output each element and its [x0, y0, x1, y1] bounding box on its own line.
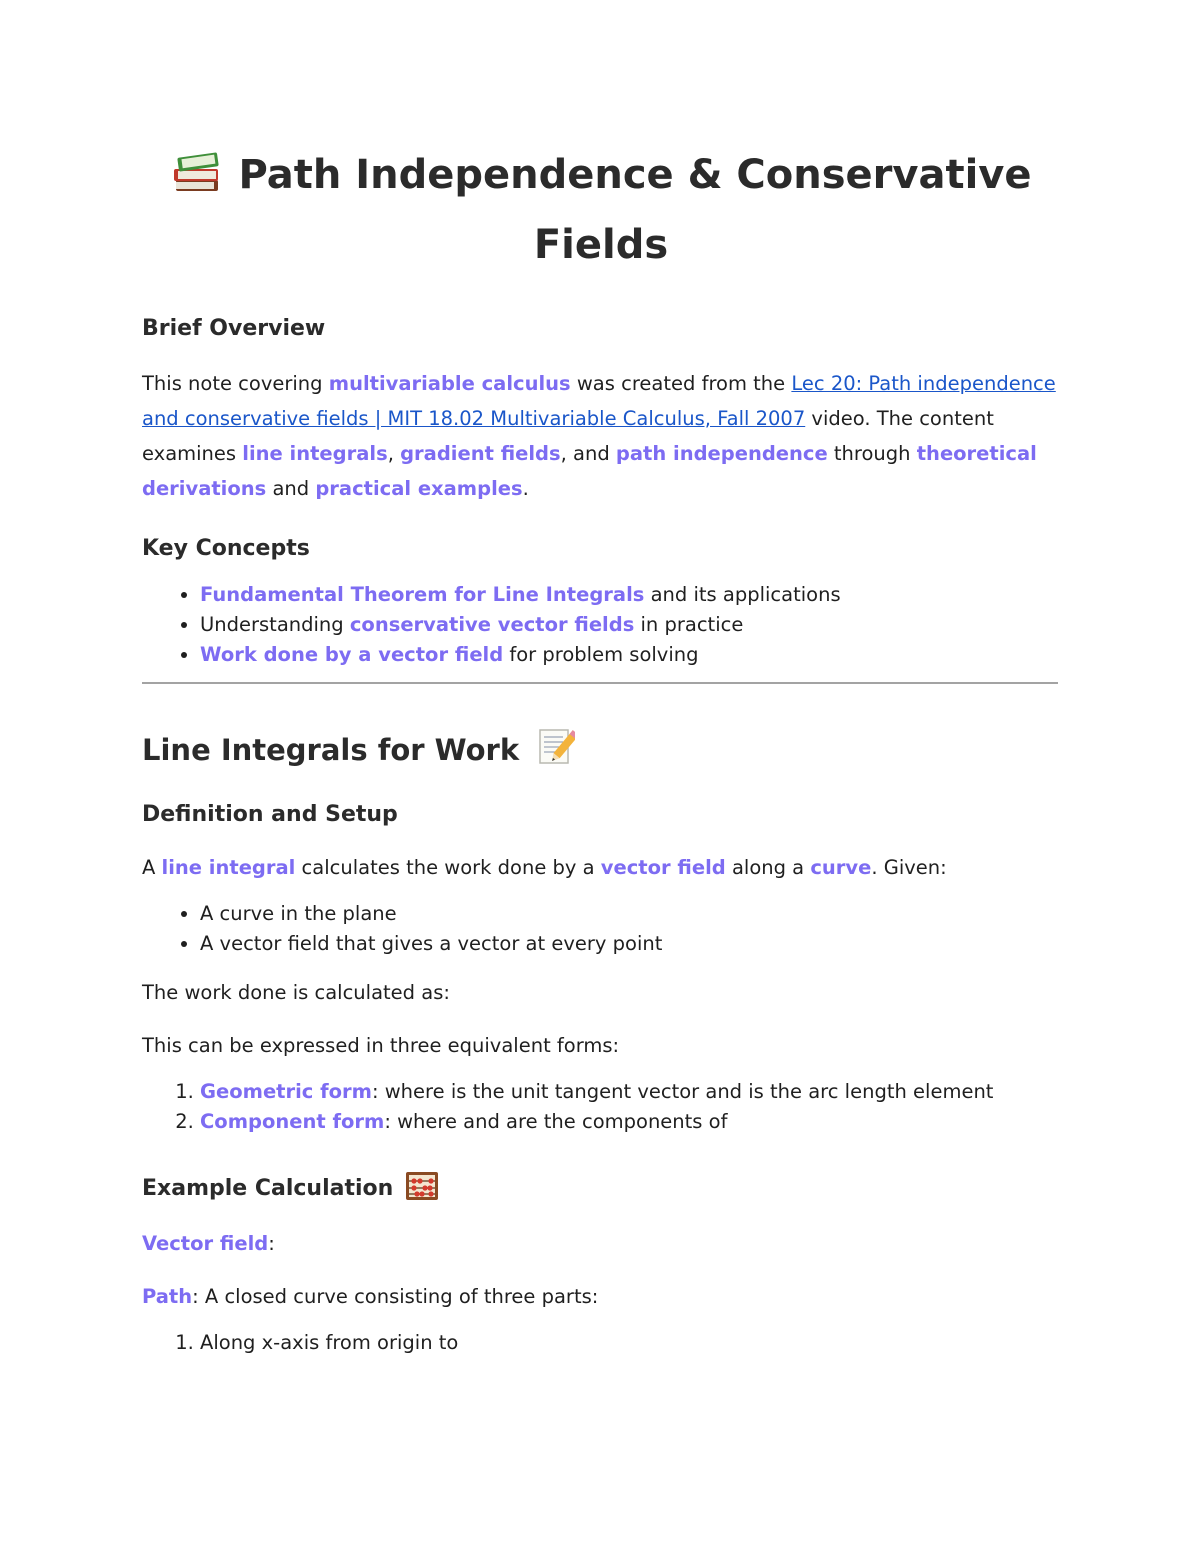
page-title: [142, 140, 1060, 280]
list-item: • A curve in the plane: [200, 899, 1060, 929]
section-heading: Line Integrals for Work: [142, 726, 1060, 770]
list-item: • Fundamental Theorem for Line Integrals and its applications: [200, 580, 1060, 610]
list-item: 1. Along x-axis from origin to: [200, 1328, 1060, 1358]
keyword: line integrals: [242, 442, 388, 465]
forms-list: [142, 1077, 1060, 1137]
books-icon: [170, 146, 224, 190]
forms-paragraph: This can be expressed in three equivalent forms:: [142, 1034, 620, 1057]
definition-heading: Definition and Setup: [142, 802, 398, 827]
keyword: theoretical derivations: [142, 442, 1037, 500]
list-item: • Work done by a vector field for problem solving: [200, 640, 1060, 670]
list-item: 2. Component form: where and are the components of: [200, 1107, 1060, 1137]
list-item: • A vector field that gives a vector at every point: [200, 929, 1060, 959]
path-paragraph: Path: A closed curve consisting of three parts:: [142, 1285, 599, 1308]
title-text: Path Independence & Conservative Fields: [238, 152, 1032, 268]
keyword: gradient fields: [400, 442, 561, 465]
keyword: path independence: [615, 442, 828, 465]
list-item: 1. Geometric form: where is the unit tangent vector and is the arc length element: [200, 1077, 1060, 1107]
video-link[interactable]: Lec 20: Path independence and conservative fields | MIT 18.02 Multivariable Calculus, Fall 2007: [142, 372, 1056, 430]
key-concepts-list: [142, 580, 1060, 670]
document-body: [142, 140, 1060, 1358]
keyword: multivariable calculus: [328, 372, 571, 395]
keyword: practical examples: [315, 477, 523, 500]
divider: [142, 682, 1058, 684]
example-heading: Example Calculation: [142, 1171, 1060, 1204]
overview-paragraph: This note covering multivariable calculus was created from the Lec 20: Path independence and conservative fields | MIT 18.02 Multivariable Calculus, Fall 2007 video. The content examines line integrals, gradient fields, and path independence through theoretical derivations and practical examples.: [142, 372, 1056, 500]
list-item: • Understanding conservative vector fields in practice: [200, 610, 1060, 640]
work-paragraph: The work done is calculated as:: [142, 981, 450, 1004]
abacus-icon: [405, 1171, 439, 1201]
given-list: [142, 899, 1060, 959]
path-steps-list: [142, 1328, 1060, 1358]
memo-icon: [537, 726, 575, 766]
definition-paragraph: A line integral calculates the work done by a vector field along a curve. Given:: [142, 856, 947, 879]
vector-field-paragraph: Vector field:: [142, 1232, 275, 1255]
key-concepts-heading: Key Concepts: [142, 536, 310, 561]
overview-heading: Brief Overview: [142, 316, 326, 341]
